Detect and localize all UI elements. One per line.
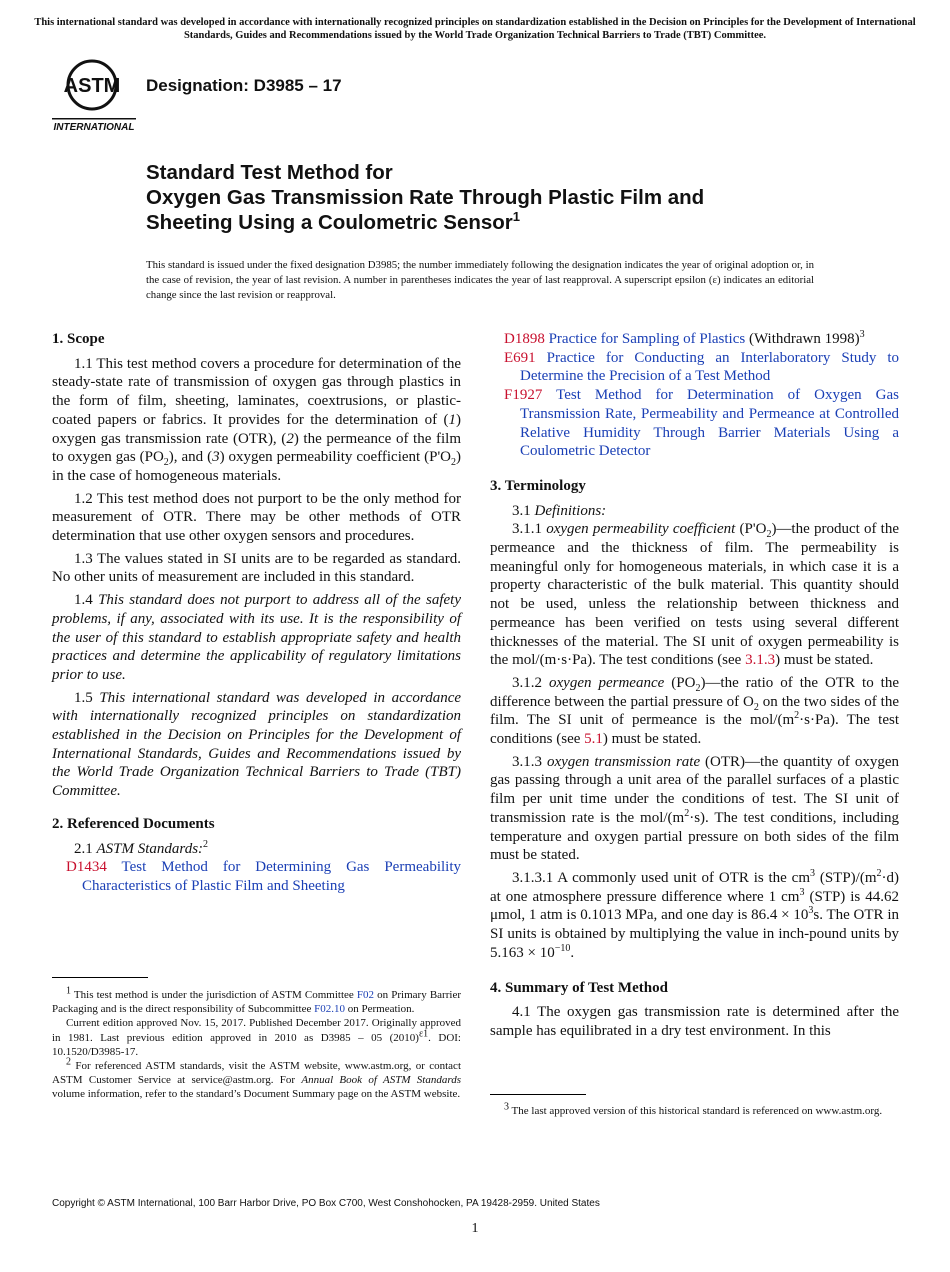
summary-heading: 4. Summary of Test Method xyxy=(490,979,668,996)
ref-title-link[interactable]: Test Method for Determination of Oxygen Gas Transmission Rate, Permeability and Permeance at Controlled Relative Humidity Through Barrier Materials Using a Coulometric Detector xyxy=(520,387,899,460)
title-line-3: Sheeting Using a Coulometric Sensor$^1$ xyxy=(146,209,521,234)
ref-title-link[interactable]: Test Method for Determining Gas Permeability Characteristics of Plastic Film and Sheeting xyxy=(82,859,461,894)
right-column xyxy=(490,330,899,1045)
left-column xyxy=(52,330,461,896)
footnotes-left xyxy=(52,985,461,1102)
ref-title-link[interactable]: Practice for Conducting an Interlaboratory Study to Determine the Precision of a Test Method xyxy=(520,349,899,385)
scope-heading: 1. Scope xyxy=(52,331,105,347)
ref-item[interactable] xyxy=(490,386,899,461)
footnotes-right xyxy=(490,1101,899,1118)
paragraph-1-2: 1.2 This test method does not purport to be the only method for measurement of OTR. There may be other methods of OTR determination that use other oxygen sensors and procedures. xyxy=(52,490,461,545)
page-number: 1 xyxy=(471,1221,479,1236)
ref-item[interactable]: D1898 Practice for Sampling of Plastics (Withdrawn 1998)$^3$ xyxy=(504,329,865,347)
title-footnote-mark[interactable]: 1 xyxy=(512,209,521,225)
logo-letters: ASTM xyxy=(63,75,121,97)
ref-item[interactable] xyxy=(52,858,461,895)
paragraph-1-4: 1.4 This standard does not purport to address all of the safety problems, if any, associated with its use. It is the responsibility of the user of this standard to establish appropriate safety and health practices and determine the applicability of regulatory limitations prior to use. xyxy=(52,592,462,683)
paragraph-1-1: 1.1 This test method covers a procedure for determination of the steady-state rate of transmission of oxygen gas through plastics in the form of film, sheeting, laminates, coextrusions, or plastic-coated papers or fabrics. It provides for the determination of (1) oxygen gas transmission rate (OTR), (2) the permeance of the film to oxygen gas $(PO_2)$, and (3) oxygen permeability coefficient $(P'O_2)$ in the case of homogeneous materials. xyxy=(52,355,462,484)
footnote-1: $^1$ This test method is under the jurisdiction of ASTM Committee F02 on Primary Barrier Packaging and is the direct responsibility of Subcommittee F02.10 on Permeation. xyxy=(52,985,461,1016)
paragraph-3-1-2: 3.1.2 oxygen permeance $(PO_2)—the$ ratio of the OTR to the difference between the partial pressure of $O_2$ on the two sides of the film. The SI unit of permeance is the mol/$(m^2\cdot s\cdot Pa)$. The test conditions (see 5.1) must be stated. xyxy=(490,674,900,748)
committee-link[interactable]: F02 xyxy=(356,989,375,1001)
paragraph-3-1: 3.1 Definitions: xyxy=(512,502,607,519)
paragraph-3-1-1: 3.1.1 oxygen permeability coefficient $(P'O_2)—the$ product of the permeance and the thickness of film. The permeability is meaningful only for homogeneous materials, in which case it is a property characteristic of the bulk material. This quantity should not be used, unless the relationship between thickness and permeance has been verified on tests using several different thicknesses of the material. The SI unit of oxygen permeability is the mol/(m·s·Pa). The test conditions (see 3.1.3) must be stated. xyxy=(490,521,899,669)
terminology-heading: 3. Terminology xyxy=(490,477,586,494)
ref-code[interactable]: D1898 xyxy=(504,331,545,347)
astm-logo-icon xyxy=(52,58,136,132)
title-line-1: Standard Test Method for xyxy=(146,161,393,184)
astm-logo xyxy=(52,58,136,132)
designation: Designation: D3985 – 17 xyxy=(146,76,342,95)
referenced-documents-heading: 2. Referenced Documents xyxy=(52,815,215,832)
paragraph-2-1: 2.1 ASTM Standards:$^2$ xyxy=(74,838,209,857)
paragraph-4-1: 4.1 The oxygen gas transmission rate is determined after the sample has equilibrated in a dry test environment. In this xyxy=(490,1004,899,1039)
footnote-rule xyxy=(490,1094,586,1095)
section-link-5-1[interactable]: 5.1 xyxy=(584,731,603,748)
title-line-2: Oxygen Gas Transmission Rate Through Plastic Film and xyxy=(146,186,705,209)
top-notice: This international standard was developed in accordance with internationally recognized principles on standardization established in the Decision on Principles for the Development of International Standards, Guides and Recommendations issued by the World Trade Organization Technical Barriers to Trade (TBT) Committee. xyxy=(34,17,916,41)
copyright: Copyright © ASTM International, 100 Barr Harbor Drive, PO Box C700, West Conshohocken, PA 19428-2959. United States xyxy=(52,1198,600,1209)
ref-code[interactable]: E691 xyxy=(504,349,536,366)
subcommittee-link[interactable]: F02.10 xyxy=(314,1003,345,1016)
paragraph-3-1-3-1: 3.1.3.1 A commonly used unit of OTR is the $cm^3$ $(STP)/(m^2\cdot d)$ at one atmosphere pressure difference where 1 $cm^3$ (STP) is 44.62 μmol, 1 atm is 0.1013 MPa, and one day is $86.4 \times 10^3s$. The OTR in SI units is obtained by multiplying the value in inch-pound units by $5.163 \times 10^{-10}$. xyxy=(490,867,900,961)
logo-text: INTERNATIONAL xyxy=(53,122,135,132)
section-link-3-1-3[interactable]: 3.1.3 xyxy=(745,652,776,669)
document-title xyxy=(146,160,846,235)
issue-note: This standard is issued under the fixed designation D3985; the number immediately following the designation indicates the year of original adoption or, in the case of revision, the year of last revision. A number in parentheses indicates the year of last reapproval. A superscript epsilon (ε) indicates an editorial change since the last revision or reapproval. xyxy=(146,259,814,301)
footnote-rule xyxy=(52,977,148,978)
paragraph-1-3: 1.3 The values stated in SI units are to be regarded as standard. No other units of measurement are included in this standard. xyxy=(52,550,461,586)
ref-code[interactable]: F1927 xyxy=(504,387,543,404)
footnote-3: $^3$ The last approved version of this historical standard is referenced on www.astm.org. xyxy=(504,1101,883,1117)
ref-code[interactable]: D1434 xyxy=(66,859,107,876)
footnote-2: $^2$ For referenced ASTM standards, visit the ASTM website, www.astm.org, or contact ASTM Customer Service at service@astm.org. For Annual Book of ASTM Standards volume information, refer to the standard’s Document Summary page on the ASTM website. xyxy=(52,1056,461,1101)
ref-item[interactable] xyxy=(490,349,899,386)
footnote-1-edition: Current edition approved Nov. 15, 2017. Published December 2017. Originally approved in 1981. Last previous edition approved in 2010 as D3985 – 05 $(2010)^{\varepsilon 1}$. DOI: 10.1520/D3985-17. xyxy=(52,1017,461,1058)
paragraph-1-5: 1.5 This international standard was developed in accordance with internationally recognized principles on standardization established in the Decision on Principles for the Development of International Standards, Guides and Recommendations issued by the World Trade Organization Technical Barriers to Trade (TBT) Committee. xyxy=(52,689,462,800)
paragraph-3-1-3: 3.1.3 oxygen transmission rate (OTR)—the quantity of oxygen gas passing through a unit area of the parallel surfaces of a plastic film per unit time under the conditions of test. The SI unit of transmission rate is the mol/$(m^2\cdot s)$. The test conditions, including temperature and oxygen partial pressure on both sides of the film must be stated. xyxy=(490,753,899,864)
ref-title-link[interactable]: Practice for Sampling of Plastics xyxy=(548,331,746,347)
